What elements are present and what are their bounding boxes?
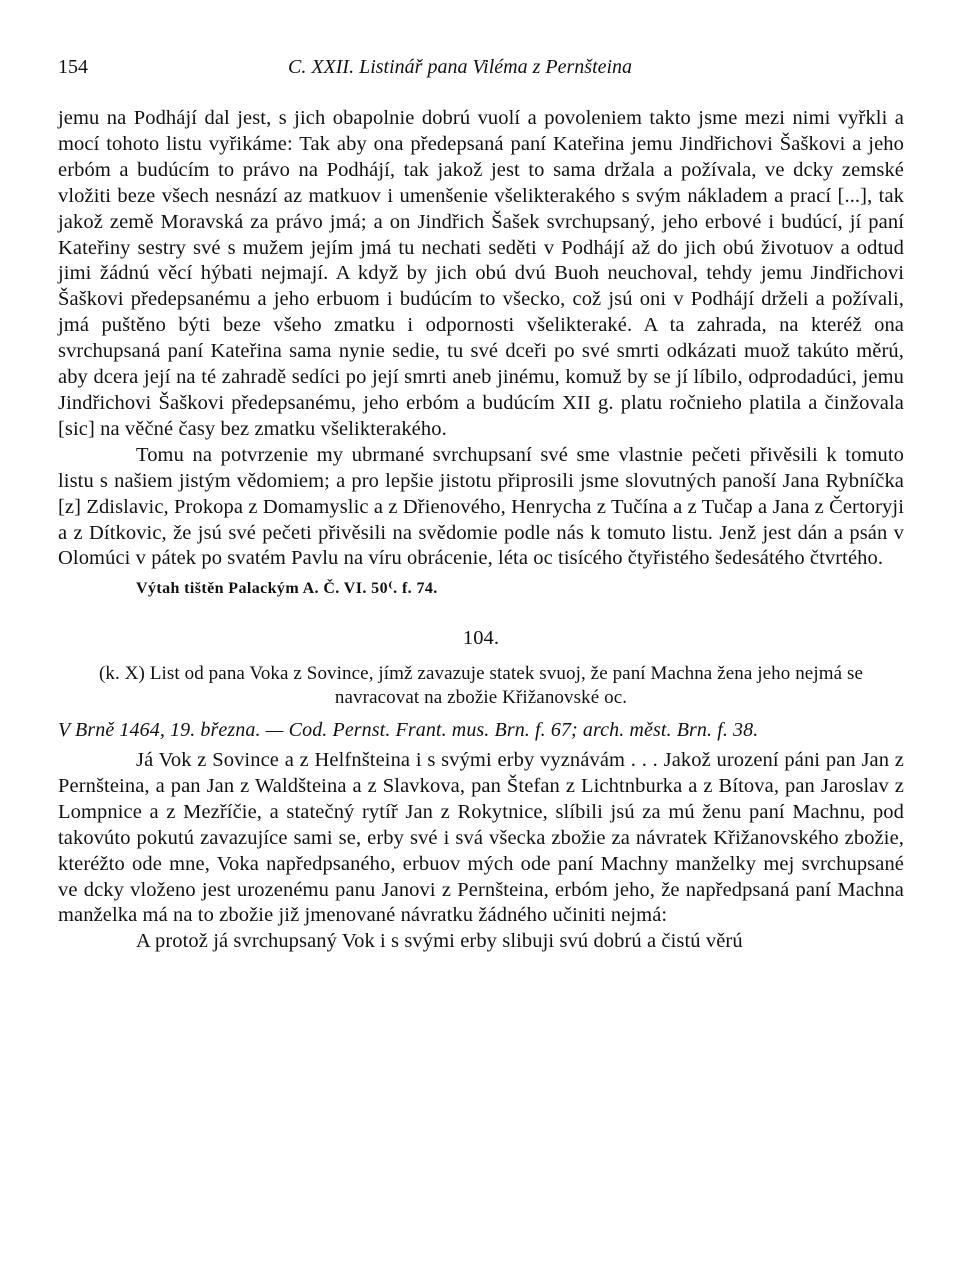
running-head (58, 56, 904, 86)
letter-paragraph-1: Já Vok z Sovince a z Helfnšteina i s svými erby vyznávám . . . Jakož urození páni pan Jan z Pernšteina, a pan Jan z Waldšteina a z Slavkova, pan Štefan z Lichtnburka a z Bítova, pan Jaroslav z Lompnice a z Mezříčie, a statečný rytíř Jan z Rokytnice, slíbili jsú za mú ženu paní Machnu, pod takovúto pokutú zavazujíce sami se, erby své i svá všecka zbožie za návratek Křižanovského zbožie, kteréžto ode mne, Voka napředpsaného, erbuov mých ode paní Machny manželky mej svrchupsané ve dcky vloženo jest urozenému panu Janovi z Pernšteina, erbóm jeho, že napředpsaná paní Machna manželka má na to zbožie již jmenované návratku žádného učiniti nejmá: (58, 749, 904, 927)
document-summary: (k. X) List od pana Voka z Sovince, jímž zavazuje statek svuoj, že paní Machna žena jeho nejmá se navracovat na zbožie Křižanovské oc. (99, 663, 863, 709)
running-title: C. XXII. Listinář pana Viléma z Pernšteina (288, 56, 633, 78)
continuation-paragraph: jemu na Podhájí dal jest, s jich obapolnie dobrú vuolí a povoleniem takto jsme mezi nimi vyřkli a mocí tohoto listu vyřikáme: Tak aby ona předepsaná paní Kateřina jemu Jindřichovi Šaškovi a jeho erbóm a budúcím to právo na Podhájí, tak jakož jest to sama držala a požívala, ve dcky zemské vložiti beze všech nesnází az matkuov i umenšenie všelikterakého s svým nákladem a prací [...], tak jakož země Moravská za právo jmá; a on Jindřich Šašek svrchupsaný, jeho erbové i budúcí, jí paní Kateřiny sestry své s mužem jejím jmá tu nechati seděti v Podhájí až do jich obú životuov a odtud jimi žádnú věcí hýbati nejmají. A když by jich obú dvú Buoh neuchoval, tehdy jemu Jindřichovi Šaškovi předepsanému a jeho erbuom i budúcím to všecko, což jsú oni v Podhájí drželi a požívali, jmá puštěno býti beze všeho zmatku i odpornosti všelikteraké. A ta zahrada, na kteréž ona svrchupsaná paní Kateřina sama nynie sedie, tu své dceři po své smrti odkázati muož takúto měrú, aby dcera její na té zahradě sedíci po její smrti aneb jinému, komuž by se jí líbilo, odprodadúci, jemu Jindřichovi Šaškovi předepsanému, jeho erbóm a budúcím XII g. platu ročnieho platila a činžovala [sic] na věčné časy bez zmatku všelikterakého. (58, 107, 904, 440)
letter-paragraph-2: A protož já svrchupsaný Vok i s svými erby slibuji svú dobrú a čistú věrú (136, 930, 743, 953)
page-number: 154 (58, 56, 88, 78)
document-number: 104. (462, 627, 500, 650)
document-date-and-sources: V Brně 1464, 19. března. — Cod. Pernst. Frant. mus. Brn. f. 67; arch. měst. Brn. f. 38. (58, 719, 759, 742)
sealing-paragraph: Tomu na potvrzenie my ubrmané svrchupsaní své sme vlastnie pečeti přivěsili k tomuto listu s našiem jistým vědomiem; a pro lepšie jistotu připrosili jsme slovutných panoší Jana Rybníčka [z] Zdislavic, Prokopa z Domamyslic a z Dřienového, Henrycha z Tučína a z Tučap a Jana z Čertoryji a z Dítkovic, že jsú své pečeti přivěsili na svědomie podle nás k tomuto listu. Jenž jest dán a psán v Olomúci v pátek po svatém Pavlu na víru obrácenie, léta oc tisícého čtyřistého šedesátého čtvrtého. (58, 443, 904, 570)
source-note: Výtah tištěn Palackým A. Č. VI. 50⁽. f. 74. (136, 580, 438, 598)
body-text (58, 106, 904, 955)
